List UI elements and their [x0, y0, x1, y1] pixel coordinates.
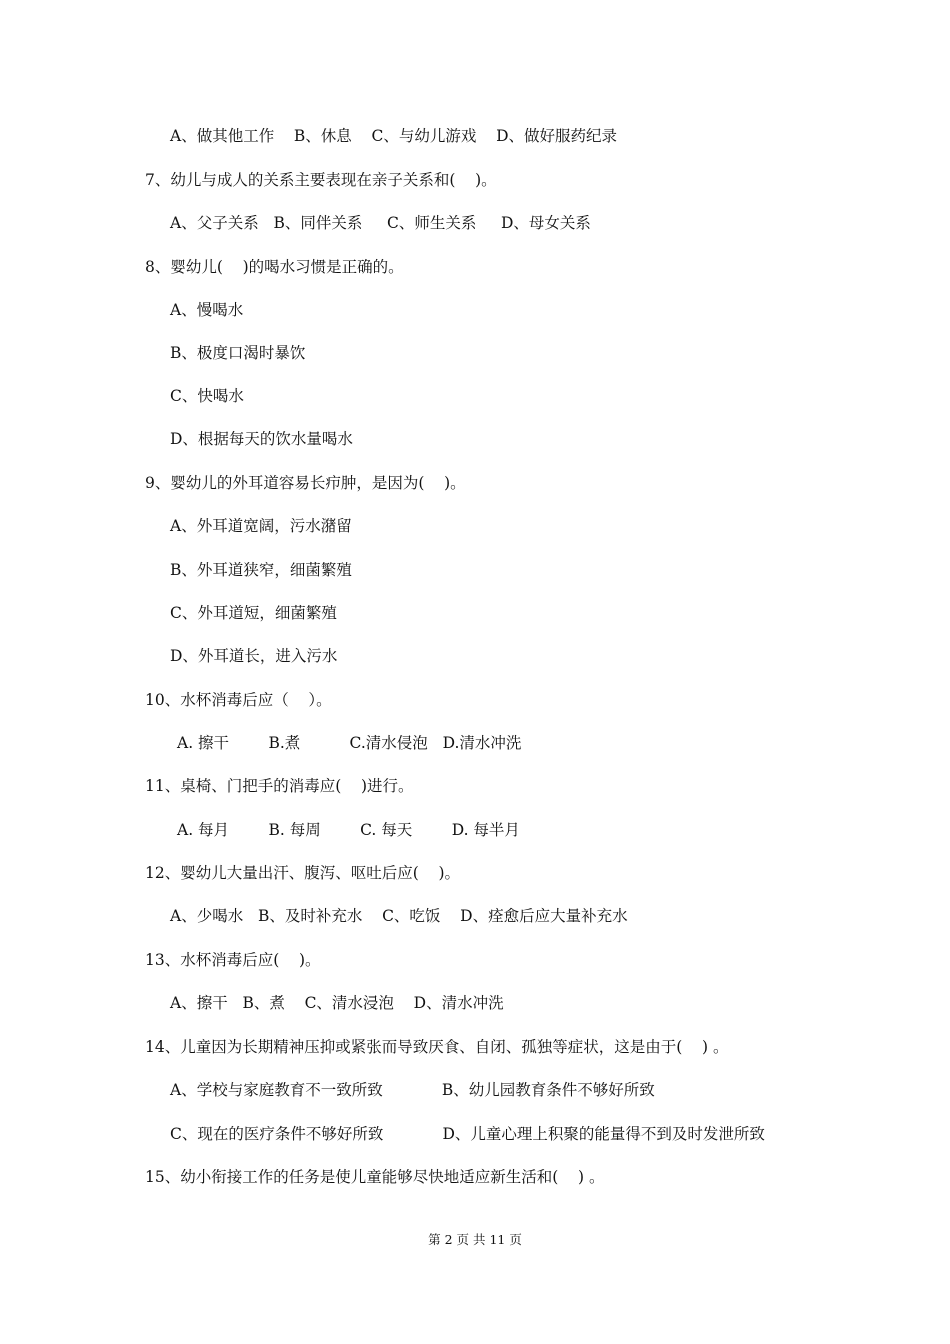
q8-option-a: A、慢喝水: [170, 301, 244, 319]
question-8: 8、婴幼儿( )的喝水习惯是正确的。: [145, 258, 404, 276]
q10-options: A. 擦干 B.煮 C.清水侵泡 D.清水冲洗: [177, 734, 522, 752]
question-12: 12、婴幼儿大量出汗、腹泻、呕吐后应( )。: [145, 864, 461, 882]
question-14: 14、儿童因为长期精神压抑或紧张而导致厌食、自闭、孤独等症状，这是由于( ) 。: [145, 1038, 729, 1056]
q9-option-c: C、外耳道短，细菌繁殖: [170, 604, 337, 622]
question-10: 10、水杯消毒后应（ ）。: [145, 691, 332, 709]
question-11: 11、桌椅、门把手的消毒应( )进行。: [145, 777, 414, 795]
question-15: 15、幼小衔接工作的任务是使儿童能够尽快地适应新生活和( ) 。: [145, 1168, 605, 1186]
q8-option-c: C、快喝水: [170, 387, 244, 405]
q7-options: A、父子关系 B、同伴关系 C、师生关系 D、母女关系: [170, 214, 591, 232]
q13-options: A、擦干 B、煮 C、清水浸泡 D、清水冲洗: [170, 994, 504, 1012]
q8-option-d: D、根据每天的饮水量喝水: [170, 430, 353, 448]
question-13: 13、水杯消毒后应( )。: [145, 951, 321, 969]
q9-option-d: D、外耳道长，进入污水: [170, 647, 338, 665]
q9-option-a: A、外耳道宽阔，污水潴留: [170, 517, 352, 535]
question-7: 7、幼儿与成人的关系主要表现在亲子关系和( )。: [145, 171, 497, 189]
q14-options-ab: A、学校与家庭教育不一致所致 B、幼儿园教育条件不够好所致: [170, 1081, 655, 1099]
q9-option-b: B、外耳道狭窄，细菌繁殖: [170, 561, 352, 579]
q14-options-cd: C、现在的医疗条件不够好所致 D、儿童心理上积聚的能量得不到及时发泄所致: [170, 1125, 765, 1143]
q12-options: A、少喝水 B、及时补充水 C、吃饭 D、痊愈后应大量补充水: [170, 907, 628, 925]
page-number-footer: 第 2 页 共 11 页: [428, 1232, 522, 1247]
question-9: 9、婴幼儿的外耳道容易长疖肿，是因为( )。: [145, 474, 466, 492]
q11-options: A. 每月 B. 每周 C. 每天 D. 每半月: [177, 821, 520, 839]
q6-options: A、做其他工作 B、休息 C、与幼儿游戏 D、做好服药纪录: [170, 127, 617, 145]
q8-option-b: B、极度口渴时暴饮: [170, 344, 306, 362]
